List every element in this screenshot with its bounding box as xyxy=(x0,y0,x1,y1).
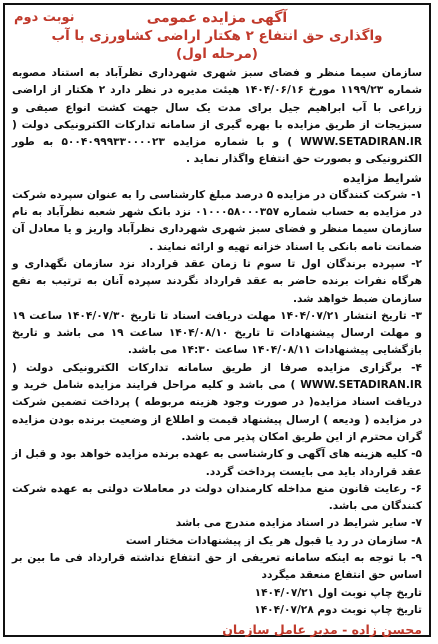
title-row xyxy=(12,9,422,27)
condition-item: ۲- سپرده برندگان اول تا سوم تا زمان عقد قرارداد نزد سازمان نگهداری و هرگاه نفرات برنده حاضر به عقد قرارداد نگردند سپرده آنان به ترتیب به نفع سازمان ضبط خواهد شد. xyxy=(12,257,422,305)
condition-item: ۶- رعایت قانون منع مداخله کارمندان دولت در معاملات دولتی به عهده شرکت کنندگان می باشد. xyxy=(12,482,422,513)
second-print-date: تاریخ چاپ نوبت دوم ۱۴۰۴/۰۷/۲۸ xyxy=(254,603,422,616)
notice-title: آگهی مزایده عمومی xyxy=(146,10,288,26)
condition-item: ۱- شرکت کنندگان در مزایده ۵ درصد مبلغ کارشناسی را به عنوان سپرده شرکت در مزایده به حساب شماره ۰۱۰۰۰۵۸۰۰۰۳۵۷ نزد بانک شهر شعبه نظرآباد به نام سازمان سیما منظر و فضای سبز شهری شهرداری نظرآباد واریز و یا معادل آن ضمانت نامه بانکی یا اسناد خزانه تهیه و ارائه نمایند . xyxy=(12,188,422,253)
notice-subtitle: واگذاری حق انتفاع ۲ هکتار اراضی کشاورزی با آب xyxy=(51,28,383,44)
condition-item: ۳- تاریخ انتشار ۱۴۰۴/۰۷/۲۱ مهلت دریافت اسناد تا تاریخ ۱۴۰۴/۰۷/۳۰ ساعت ۱۹ و مهلت ارسال پیشنهادات تا تاریخ ۱۴۰۴/۰۸/۱۰ ساعت ۱۹ می باشد و تاریخ بازگشایی پیشنهادات ۱۴۰۴/۰۸/۱۱ ساعت ۱۴:۳۰ می باشد. xyxy=(12,309,422,357)
round-label: نوبت دوم xyxy=(14,10,75,25)
condition-item: ۵- کلیه هزینه های آگهی و کارشناسی به عهده برنده مزایده خواهد بود و قبل از عقد قرارداد باید می بایست پرداخت گردد. xyxy=(12,448,422,478)
first-print-date: تاریخ چاپ نوبت اول ۱۴۰۴/۰۷/۲۱ xyxy=(254,586,422,599)
intro-paragraph: سازمان سیما منظر و فضای سبز شهری شهرداری نظرآباد به استناد مصوبه شماره ۱۱۹۹/۲۳ مورخ ۱۴۰۴/۰۶/۱۶ هیئت مدیره در نظر دارد ۲ هکتار از اراضی زراعی با آب ابراهیم جیل برای مدت یک سال جهت کشت انواع صیفی و سبزیجات از طریق مزایده با بهره گیری از سامانه تدارکات الکترونیکی دولت ( WWW.SETADIRAN.IR ) و با شماره مزایده ۵۰۰۴۰۹۹۹۳۳۰۰۰۰۲۳ به طور الکترونیکی و بصورت حق انتفاع واگذار نماید . xyxy=(12,67,423,166)
conditions-heading: شرایط مزایده xyxy=(342,170,422,185)
notice-frame xyxy=(3,3,431,637)
condition-item: ۴- برگزاری مزایده صرفا از طریق سامانه تدارکات الکترونیکی دولت ( WWW.SETADIRAN.IR ) می باشد و کلیه مراحل فرایند مزایده شامل خرید و دریافت اسناد مزایده( در صورت وجود هزینه مربوطه ) پرداخت تضمین شرکت در مزایده ( ودیعه ) ارسال پیشنهاد قیمت و اطلاع از وضعیت برنده بودن مزایده گران محترم از این طریق امکان پذیر می باشد. xyxy=(12,361,422,443)
notice-stage: (مرحله اول) xyxy=(176,46,258,62)
condition-item: ۸- سازمان در رد یا قبول هر یک از پیشنهادات مختار است xyxy=(125,534,422,547)
condition-item: ۹- با توجه به اینکه سامانه تعریفی از حق انتفاع نداشته قرارداد فی ما بین بر اساس حق انتفاع منعقد میگردد xyxy=(12,552,422,582)
signature: محسن زاده - مدیر عامل سازمان xyxy=(222,622,422,638)
condition-item: ۷- سایر شرایط در اسناد مزایده مندرج می باشد xyxy=(175,517,422,530)
